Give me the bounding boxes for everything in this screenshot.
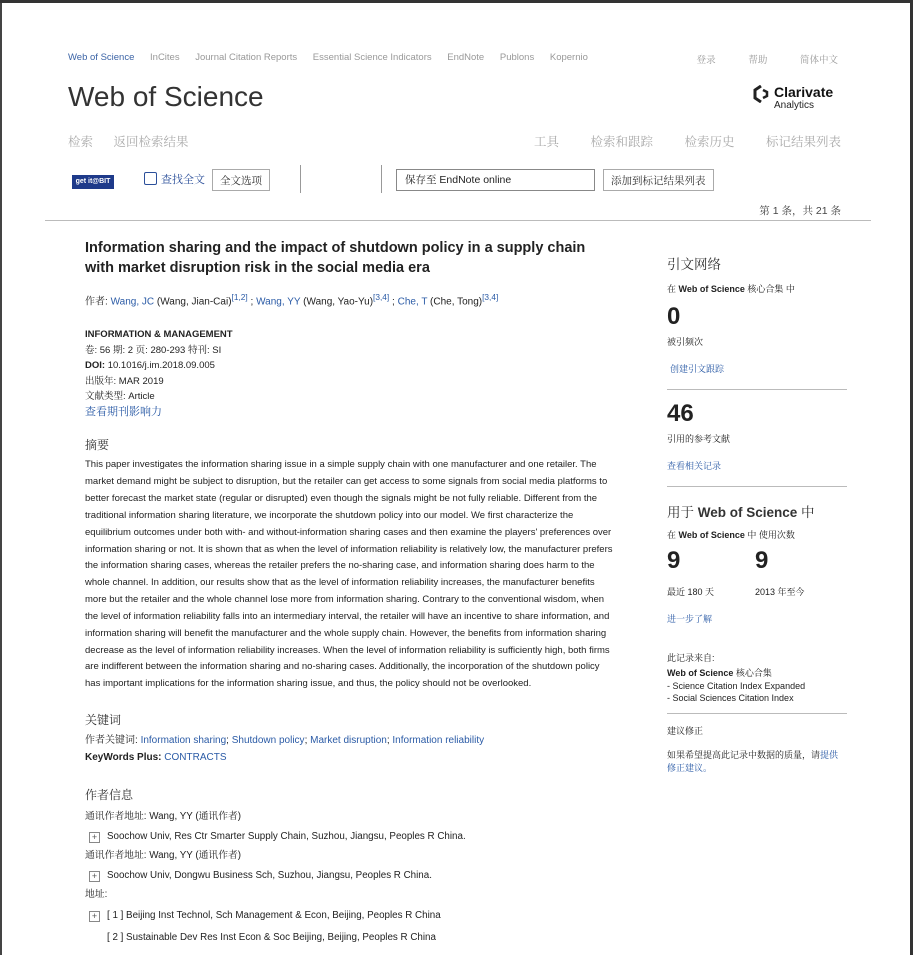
nav-kopernio[interactable]: Kopernio [549, 52, 588, 63]
find-fulltext-link[interactable] [144, 171, 205, 187]
toolbar-divider [300, 165, 301, 193]
doi-label: DOI: [85, 360, 108, 372]
keyword-link[interactable]: Shutdown policy [231, 735, 305, 747]
search-nav [68, 132, 206, 150]
fulltext-options-button[interactable]: 全文选项 [212, 169, 270, 191]
caption-bold: Web of Science [678, 284, 745, 294]
author-link[interactable]: Che, T [397, 296, 428, 308]
nav-esi[interactable]: Essential Science Indicators [312, 52, 432, 63]
author-addresses [85, 807, 615, 948]
addresses-label: 地址: [85, 889, 108, 901]
author-link[interactable]: Wang, JC [110, 296, 155, 308]
usage-caption [667, 528, 847, 541]
abstract-text: This paper investigates the information sharing issue in a simple supply chain with one manufacturer and one retailer. The market demand might be subject to disruption, but the retailer can get access to some signals from social media platforms to better forecast the market state (regular or disrupted) even though the signals might be not fully reliable. Different from the traditional information sharing literature, we incorporate the shutdown policy into our model. We first characterize the equilibrium outcomes under both with- and without-information sharing cases and then examine the players' preferences over information sharing or not. It is shown that as when the level of information reliability is relatively low, the manufacturer prefers the information sharing cases, whereas the retailer prefers the no-sharing case, and information sharing does harm to the whole channel. In addition, our results show that as the level of information reliability increases, the manufacturer benefits more but the retailer and the whole channel lose more from information sharing. Contrary to the conventional wisdom, when the level of information reliability falls into an intermediary interval, the retailer will have an incentive to share information, and information sharing will benefit the manufacturer and the whole supply chain. However, the benefits from information sharing decrease as the level of information reliability increases. When the level of information reliability is sufficiently high, both firms are indifferent between the information sharing and no-sharing cases. Additionally, the incorporation of the shutdown policy has important implications for the information sharing issue, and thus, the policy should not be overlooked. [85, 459, 613, 690]
login-link[interactable]: 登录 [696, 55, 716, 66]
caption-text: 核心合集 中 [744, 284, 795, 294]
marked-list-link[interactable]: 标记结果列表 [765, 135, 841, 149]
nav-web-of-science[interactable]: Web of Science [68, 52, 135, 63]
divider [667, 486, 847, 487]
suggest-correction-text [667, 749, 847, 775]
view-related-records-link[interactable]: 查看相关记录 [667, 461, 722, 471]
keywords-plus-label: KeyWords Plus: [85, 752, 165, 764]
authors-line [85, 290, 615, 309]
doc-type: 文献类型: Article [85, 391, 155, 403]
caption-text: 在 [667, 284, 679, 294]
author-info-heading: 作者信息 [85, 788, 134, 803]
keywords-plus [85, 749, 615, 766]
usage-heading-bold: Web of Science [697, 505, 798, 520]
help-link[interactable]: 帮助 [748, 55, 768, 66]
address-row [85, 906, 615, 926]
times-cited-count[interactable]: 0 [667, 303, 681, 330]
usage-heading-text: 中 [797, 505, 815, 520]
address-row [85, 866, 615, 886]
address-row [85, 928, 615, 948]
search-history-link[interactable]: 检索历史 [684, 135, 735, 149]
learn-more-link[interactable]: 进一步了解 [667, 614, 713, 624]
caption-text: 在 [667, 530, 679, 540]
create-citation-alert-link[interactable]: 创建引文跟踪 [670, 364, 725, 374]
divider [45, 220, 871, 221]
address-row [85, 827, 615, 847]
search-link[interactable]: 检索 [68, 135, 94, 149]
nav-publons[interactable]: Publons [499, 52, 535, 63]
author-affil-ref[interactable]: [3,4] [482, 292, 499, 302]
address-text: Soochow Univ, Dongwu Business Sch, Suzhou, Jiangsu, Peoples R China. [107, 869, 432, 881]
article-title: Information sharing and the impact of shutdown policy in a supply chain with market disruption risk in the social media era [85, 240, 586, 276]
add-to-marked-list-button[interactable]: 添加到标记结果列表 [603, 169, 714, 191]
find-fulltext-label: 查找全文 [161, 174, 205, 186]
journal-name: INFORMATION & MANAGEMENT [85, 329, 233, 341]
expand-icon[interactable]: + [89, 871, 100, 882]
usage-counts [667, 547, 847, 609]
suggest-correction-link[interactable]: 提供修正建议。 [667, 750, 839, 773]
search-alerts-link[interactable]: 检索和跟踪 [590, 135, 653, 149]
divider [667, 713, 847, 714]
usage-180-label: 最近 180 天 [667, 587, 715, 597]
citation-sidebar [667, 253, 847, 775]
back-to-results-link[interactable]: 返回检索结果 [113, 135, 189, 149]
caption-text: 中 使用次数 [744, 530, 795, 540]
doi-value: 10.1016/j.im.2018.09.005 [107, 360, 215, 372]
usage-heading [667, 501, 847, 521]
core-collection-caption [667, 282, 847, 295]
source-text: 核心合集 [733, 668, 772, 678]
usage-2013-label: 2013 年至今 [755, 587, 805, 597]
abstract-heading: 摘要 [85, 438, 110, 453]
expand-icon[interactable]: + [89, 832, 100, 843]
tools-link[interactable]: 工具 [533, 135, 559, 149]
citation-network-heading: 引文网络 [667, 257, 721, 272]
clarivate-mark-icon [752, 85, 770, 103]
author-affil-ref[interactable]: [1,2] [231, 292, 248, 302]
cited-references-label: 引用的参考文献 [667, 434, 731, 444]
keyword-link[interactable]: Information sharing [140, 735, 227, 747]
fulltext-icon [144, 172, 157, 185]
top-nav [68, 52, 853, 68]
author-keywords: 作者关键词: Information sharing; Shutdown policy; Market disruption; Information reliability [85, 735, 485, 747]
record-count: 第 1 条，共 21 条 [759, 205, 841, 217]
address-text: [ 1 ] Beijing Inst Technol, Sch Management & Econ, Beijing, Peoples R China [107, 909, 441, 921]
suggest-correction-heading: 建议修正 [667, 726, 704, 736]
record-toolbar [68, 165, 873, 197]
author-separator: ; [389, 296, 398, 308]
author-affil-ref[interactable]: [3,4] [373, 292, 390, 302]
keywords-heading: 关键词 [85, 713, 122, 728]
keyword-link[interactable]: CONTRACTS [164, 752, 227, 764]
nav-endnote[interactable]: EndNote [447, 52, 485, 63]
save-to-select[interactable]: 保存至 EndNote online [396, 169, 595, 191]
reprint-label: 通讯作者地址: Wang, YY (通讯作者) [85, 811, 242, 823]
nav-jcr[interactable]: Journal Citation Reports [195, 52, 298, 63]
record-from-label: 此记录来自: [667, 653, 715, 663]
address-text: [ 2 ] Sustainable Dev Res Inst Econ & Soc Beijing, Beijing, Peoples R China [107, 932, 436, 944]
clarivate-logo [752, 83, 852, 113]
journal-impact-link[interactable]: 查看期刊影响力 [85, 405, 162, 418]
getit-button[interactable]: get it@BIT [72, 175, 114, 189]
keyword-link[interactable]: Market disruption [310, 735, 387, 747]
author-separator: ; [247, 296, 257, 308]
citation-index-item: - Social Sciences Citation Index [667, 693, 794, 703]
record-from-source [667, 666, 847, 679]
usage-2013-count: 9 [755, 547, 769, 574]
doi-row [85, 358, 615, 374]
usage-heading-text: 用于 [667, 505, 698, 520]
times-cited-label: 被引频次 [667, 337, 704, 347]
pub-date: 出版年: MAR 2019 [85, 375, 164, 387]
source-info [85, 327, 615, 420]
toolbar-divider [381, 165, 382, 193]
address-text: Soochow Univ, Res Ctr Smarter Supply Chain, Suzhou, Jiangsu, Peoples R China. [107, 830, 466, 842]
author-fullname: (Wang, Yao-Yu) [300, 296, 374, 308]
brand-title[interactable]: Web of Science [68, 81, 264, 112]
expand-icon[interactable]: + [89, 911, 100, 922]
record-main [85, 238, 615, 948]
suggest-text: 如果希望提高此记录中数据的质量，请 [667, 750, 821, 760]
divider [667, 389, 847, 390]
author-fullname: (Wang, Jian-Cai) [154, 296, 232, 308]
author-fullname: (Che, Tong) [427, 296, 483, 308]
nav-incites[interactable]: InCites [150, 52, 180, 63]
author-keywords-label: 作者关键词: [85, 735, 141, 747]
window-edge-left [0, 3, 2, 955]
keyword-link[interactable]: Information reliability [392, 735, 485, 747]
tools-nav [506, 132, 841, 150]
caption-bold: Web of Science [678, 530, 745, 540]
volume-info: 卷: 56 期: 2 页: 280-293 特刊: SI [85, 344, 222, 356]
citation-index-item: - Science Citation Index Expanded [667, 681, 806, 691]
cited-references-count[interactable]: 46 [667, 400, 694, 427]
language-selector[interactable]: 简体中文 [799, 55, 838, 66]
authors-label: 作者: [85, 296, 111, 308]
reprint-label: 通讯作者地址: Wang, YY (通讯作者) [85, 850, 242, 862]
source-bold: Web of Science [667, 668, 734, 678]
author-link[interactable]: Wang, YY [256, 296, 301, 308]
usage-180-count: 9 [667, 547, 681, 574]
clarivate-name: Clarivate [774, 84, 834, 100]
clarivate-sub: Analytics [774, 100, 815, 111]
